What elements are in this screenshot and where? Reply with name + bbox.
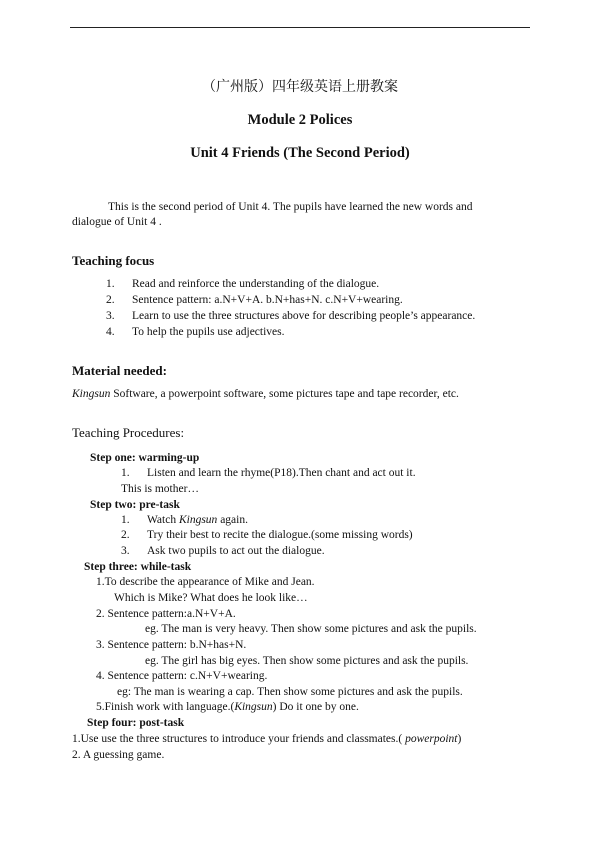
focus-item-number: 1.: [106, 278, 115, 290]
kingsun-brand: Kingsun: [234, 701, 273, 713]
step-item-text: Try their best to recite the dialogue.(some missing words): [147, 529, 413, 541]
step-three-line: 1.To describe the appearance of Mike and Jean.: [96, 576, 315, 588]
step-four-line: [72, 732, 461, 746]
focus-item-number: 3.: [106, 310, 115, 322]
step-two-title: Step two: pre-task: [90, 499, 180, 511]
step-three-line-post: ) Do it one by one.: [272, 701, 359, 713]
step-item-number: 1.: [121, 514, 130, 526]
step-item-text-post: again.: [217, 514, 248, 526]
step-four-line: 2. A guessing game.: [72, 749, 165, 761]
focus-item-number: 2.: [106, 294, 115, 306]
powerpoint-label: powerpoint: [405, 733, 458, 745]
unit-title: Unit 4 Friends (The Second Period): [190, 145, 410, 161]
step-three-line: eg: The man is wearing a cap. Then show some pictures and ask the pupils.: [117, 686, 463, 698]
step-three-line: eg. The girl has big eyes. Then show some pictures and ask the pupils.: [145, 655, 469, 667]
teaching-focus-heading: Teaching focus: [72, 253, 155, 268]
step-three-line-pre: 5.Finish work with language.(: [96, 701, 235, 713]
step-item-text: Listen and learn the rhyme(P18).Then chant and act out it.: [147, 467, 416, 479]
focus-item-number: 4.: [106, 326, 115, 338]
step-three-line: 4. Sentence pattern: c.N+V+wearing.: [96, 670, 268, 682]
step-item-text: Ask two pupils to act out the dialogue.: [147, 545, 325, 557]
material-text: [72, 387, 459, 401]
material-heading: Material needed:: [72, 363, 167, 378]
focus-item-text: Read and reinforce the understanding of the dialogue.: [132, 278, 380, 290]
intro-line-1: This is the second period of Unit 4. The pupils have learned the new words and: [108, 201, 473, 213]
module-title: Module 2 Polices: [247, 112, 353, 128]
chinese-title: （广州版）四年级英语上册教案: [202, 79, 398, 95]
step-three-line: Which is Mike? What does he look like…: [114, 592, 308, 604]
material-brand: Kingsun: [72, 388, 111, 400]
step-four-title: Step four: post-task: [87, 717, 185, 729]
step-three-line: 3. Sentence pattern: b.N+has+N.: [96, 639, 247, 651]
step-three-line: [96, 700, 359, 714]
focus-item-text: To help the pupils use adjectives.: [132, 326, 285, 338]
step-four-line-pre: 1.Use use the three structures to introduce your friends and classmates.(: [72, 733, 406, 745]
step-item-text-pre: Watch: [147, 514, 179, 526]
step-item-number: 2.: [121, 529, 130, 541]
kingsun-brand: Kingsun: [178, 514, 218, 526]
step-one-title: Step one: warming-up: [90, 452, 200, 464]
step-item-number: 3.: [121, 545, 130, 557]
header-rule: [70, 27, 530, 28]
step-three-line: eg. The man is very heavy. Then show some pictures and ask the pupils.: [145, 623, 477, 635]
step-one-continuation: This is mother…: [121, 483, 199, 495]
step-item-number: 1.: [121, 467, 130, 479]
step-three-title: Step three: while-task: [84, 561, 192, 573]
intro-line-2: dialogue of Unit 4 .: [72, 216, 162, 228]
focus-item-text: Sentence pattern: a.N+V+A. b.N+has+N. c.N+V+wearing.: [132, 294, 403, 306]
focus-item-text: Learn to use the three structures above for describing people’s appearance.: [132, 310, 476, 322]
step-item-text: [147, 513, 248, 527]
step-three-line: 2. Sentence pattern:a.N+V+A.: [96, 608, 236, 620]
procedures-heading: Teaching Procedures:: [72, 425, 185, 440]
step-four-line-post: ): [457, 733, 462, 745]
material-rest: Software, a powerpoint software, some pictures tape and tape recorder, etc.: [110, 388, 459, 400]
